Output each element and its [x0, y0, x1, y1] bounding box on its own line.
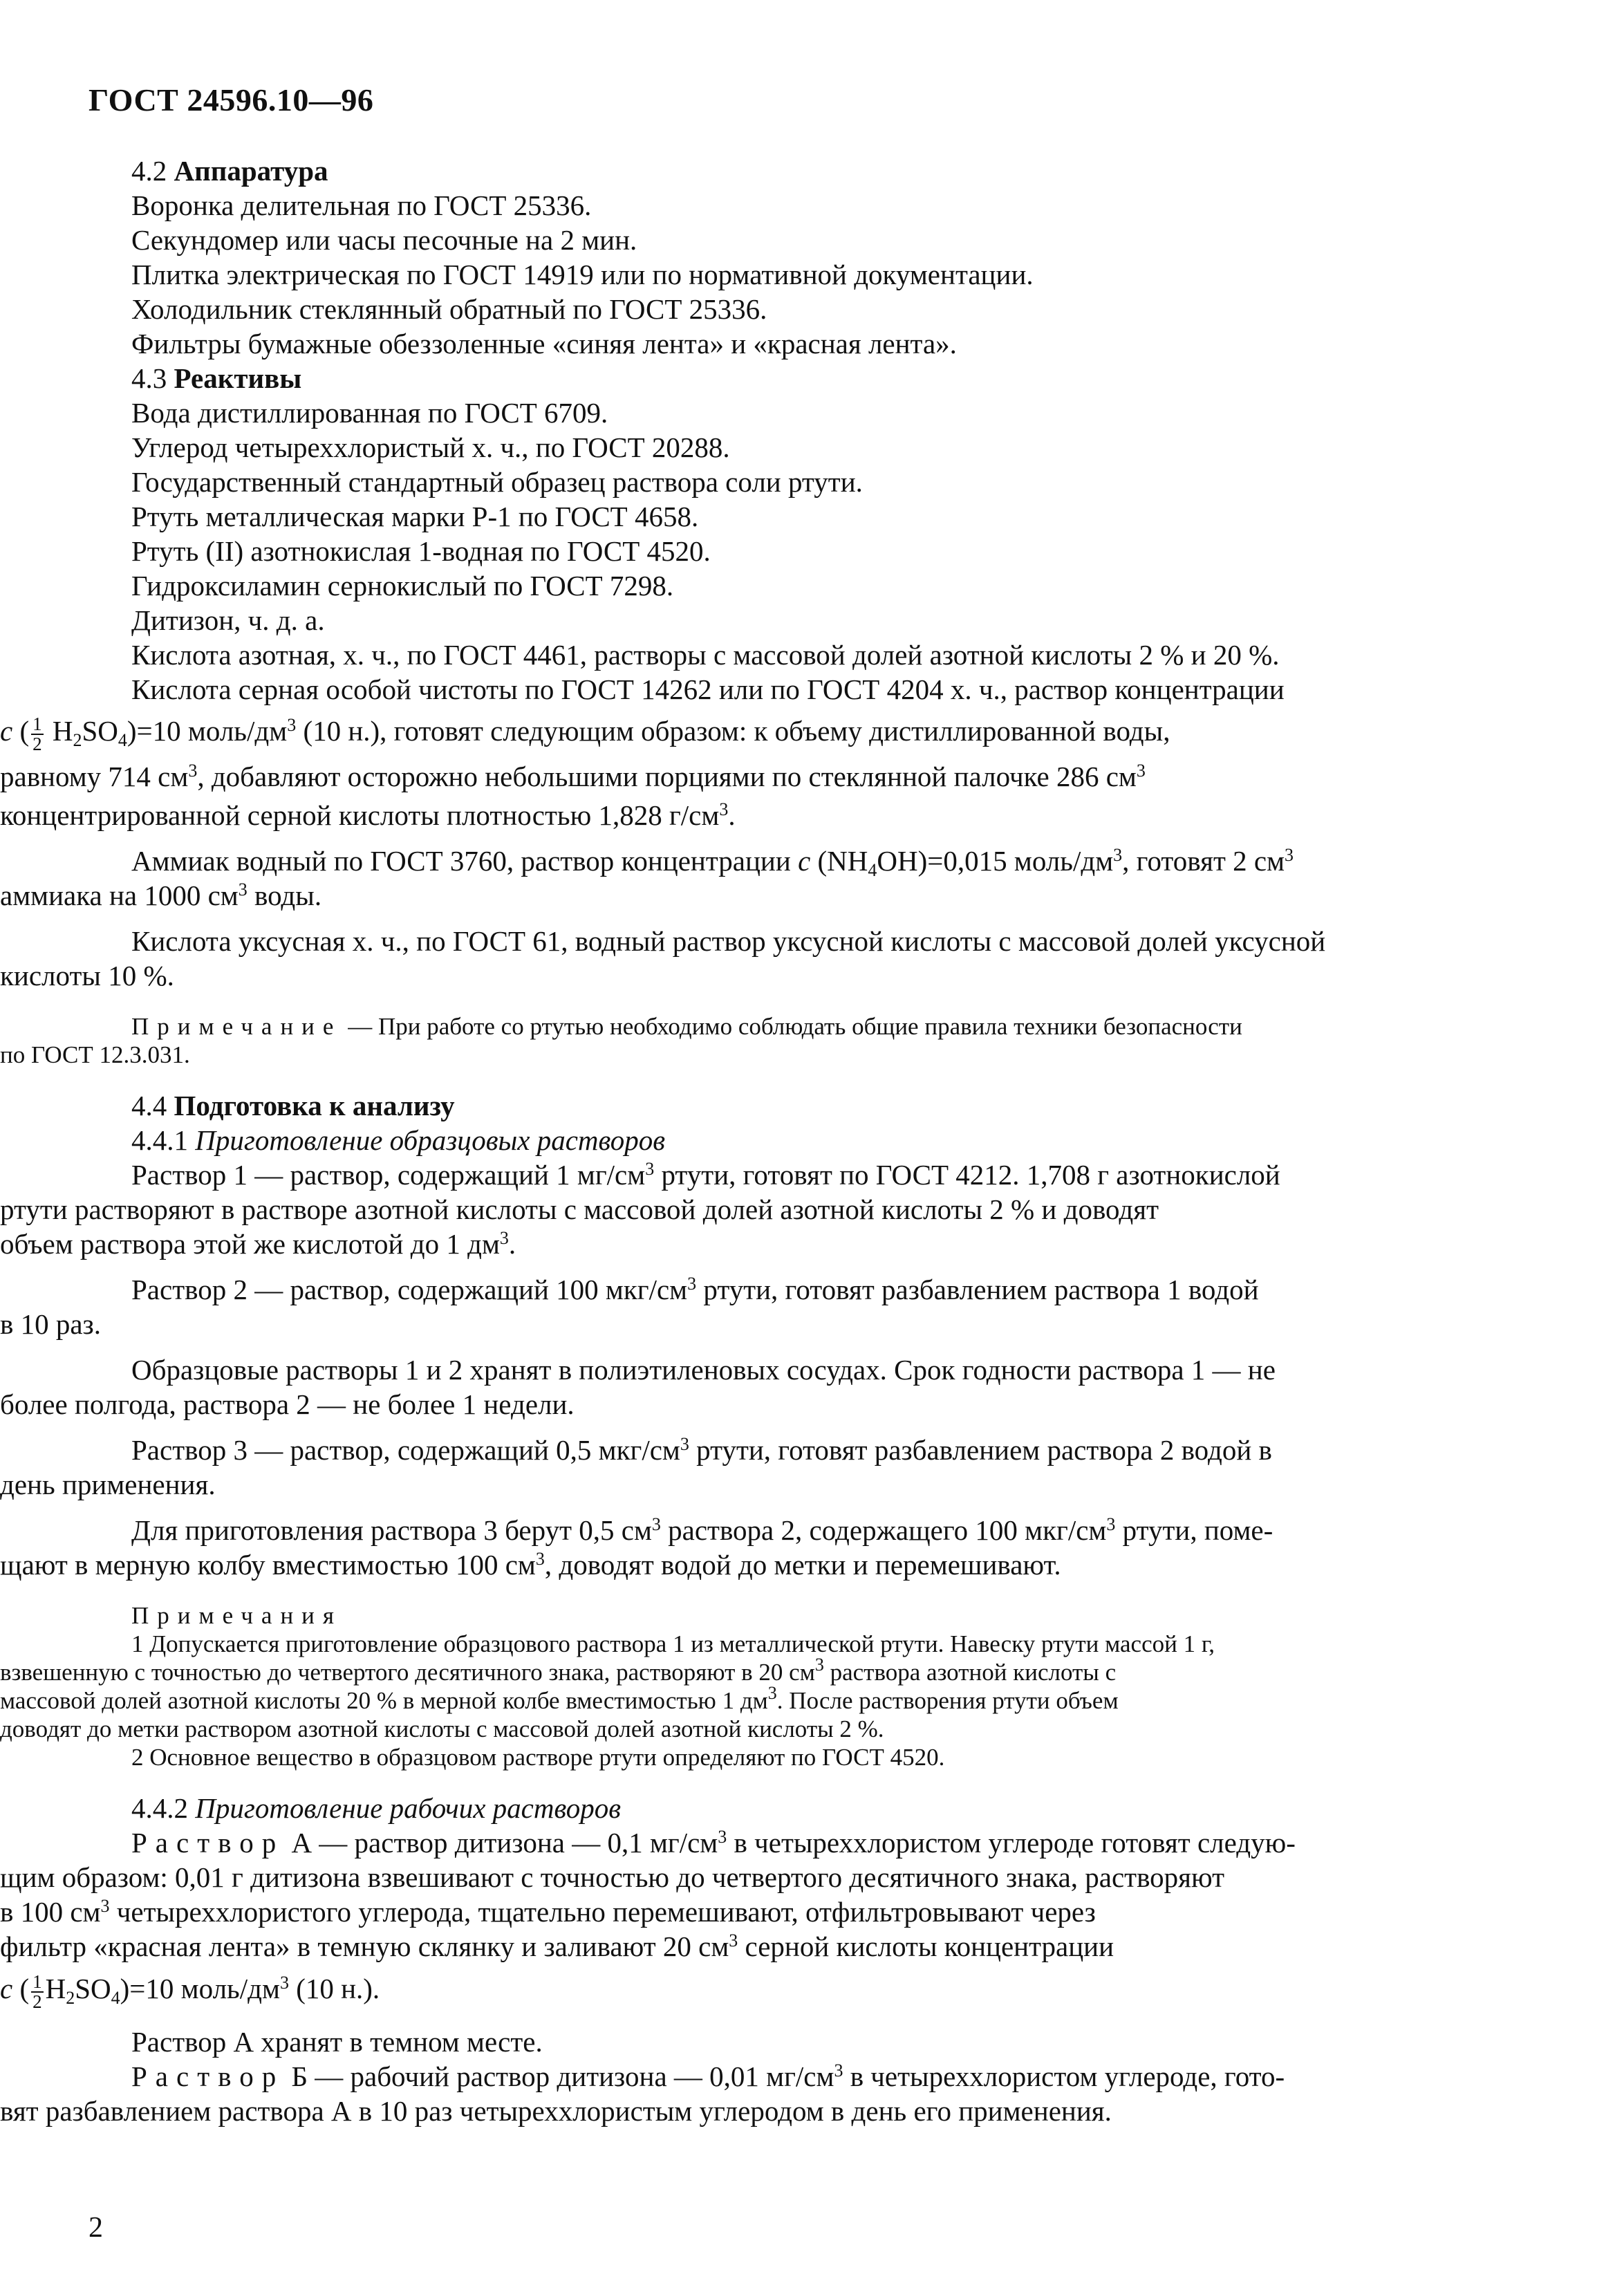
text-line [0, 1655, 1476, 1686]
section-number: 4.4.1 [131, 1124, 188, 1156]
text: Раствор 2 — раствор, содержащий 100 мкг/см [131, 1274, 688, 1305]
text: серной кислоты концентрации [738, 1930, 1114, 1962]
text: воды. [247, 879, 322, 911]
paragraph-solution-b [0, 2059, 1476, 2128]
text: ртути, готовят разбавлением раствора 1 водой [696, 1274, 1259, 1305]
section-title: Приготовление рабочих растворов [195, 1792, 622, 1824]
text-line [131, 1272, 1476, 1307]
text-line [131, 844, 1476, 878]
paragraph-solution-3 [0, 1433, 1476, 1502]
text: Раствор 1 — раствор, содержащий 1 мг/см [131, 1159, 646, 1191]
fraction-numerator: 1 [32, 1971, 42, 1992]
section-number: 4.3 [131, 362, 167, 394]
superscript: 3 [834, 2060, 843, 2080]
subscript: 4 [118, 730, 127, 750]
section-4-2-heading [131, 153, 1476, 188]
text: (10 н.). [288, 1973, 380, 2004]
text-line: c ( $\frac{1}{2}$ $H_2SO_4)=10$ моль/$дм^3$ (10 н.), готовят следующим образом: к объему дистиллированной воды, [0, 713, 1170, 754]
paragraph-sulfuric-acid [0, 672, 1476, 832]
solution-label: Раствор [131, 2060, 285, 2092]
list-item: Дитизон, ч. д. а. [131, 604, 325, 636]
superscript: 3 [680, 1434, 689, 1454]
note-label: Примечание [131, 1013, 342, 1040]
paragraph-preparation-3 [0, 1513, 1476, 1582]
text: Для приготовления раствора 3 берут 0,5 см [131, 1514, 652, 1546]
document-header: ГОСТ 24596.10—96 [88, 82, 374, 118]
subscript: 2 [73, 730, 82, 750]
text-line: по ГОСТ 12.3.031. [0, 1041, 190, 1068]
text: ртути, готовят по ГОСТ 4212. 1,708 г азотнокислой [654, 1159, 1280, 1191]
text-line [0, 1929, 1476, 1964]
section-4-4-1-heading [131, 1123, 1476, 1157]
text: аммиака на 1000 см [0, 879, 239, 911]
formula-symbol: c [0, 715, 13, 747]
text: OH)=0,015 моль/дм [877, 845, 1114, 877]
superscript: 3 [1285, 845, 1294, 865]
notes-label: Примечания [131, 1602, 343, 1629]
text: Б — рабочий раствор дитизона — 0,01 мг/см [284, 2060, 834, 2092]
superscript: 3 [287, 715, 297, 735]
section-number: 4.2 [131, 155, 167, 187]
list-item: Ртуть (II) азотнокислая 1-водная по ГОСТ 4520. [131, 535, 711, 567]
text: в четыреххлористом углероде, гото- [843, 2060, 1285, 2092]
paragraph-storage [0, 1352, 1476, 1422]
superscript: 3 [729, 1930, 738, 1951]
section-title: Реактивы [174, 362, 302, 394]
text: , доводят водой до метки и перемешивают. [544, 1549, 1061, 1581]
superscript: 3 [718, 1827, 727, 1847]
section-4-4-heading [131, 1088, 1476, 1123]
text: . После растворения ртути объем [776, 1687, 1119, 1714]
text-line: в 10 раз. [0, 1308, 102, 1340]
superscript: 3 [651, 1514, 661, 1534]
subscript: 4 [111, 1988, 120, 2008]
text: )=10 моль/дм [120, 1973, 280, 2004]
text-line [131, 1012, 1476, 1041]
list-item: Фильтры бумажные обеззоленные «синяя лента» и «красная лента». [131, 328, 957, 360]
text: массовой долей азотной кислоты 20 % в мерной колбе вместимостью 1 дм [0, 1687, 768, 1714]
text: Раствор 3 — раствор, содержащий 0,5 мкг/см [131, 1434, 680, 1466]
text-line: 1 Допускается приготовление образцового раствора 1 из металлической ртути. Навеску ртути массой 1 г, [131, 1630, 1215, 1657]
text: фильтр «красная лента» в темную склянку и заливают 20 см [0, 1930, 729, 1962]
text-line: доводят до метки раствором азотной кислоты с массовой долей азотной кислоты 2 %. [0, 1715, 884, 1742]
list-item: Ртуть металлическая марки Р-1 по ГОСТ 4658. [131, 501, 699, 532]
text: раствора азотной кислоты с [823, 1659, 1117, 1686]
text-line [131, 2059, 1476, 2094]
list-item: Холодильник стеклянный обратный по ГОСТ 25336. [131, 293, 767, 325]
text: объем раствора этой же кислотой до 1 дм [0, 1228, 500, 1260]
text-line: щим образом: 0,01 г дитизона взвешивают с точностью до четвертого десятичного знака, растворяют [0, 1861, 1225, 1893]
text-line [0, 1547, 1476, 1582]
section-title: Аппаратура [174, 155, 328, 187]
text-line [131, 1157, 1476, 1192]
formula-symbol: c [798, 845, 811, 877]
paragraph-solution-1 [0, 1157, 1476, 1261]
text-line: более полгода, раствора 2 — не более 1 недели. [0, 1388, 575, 1420]
superscript: 3 [188, 761, 198, 781]
text-line: c ( $\frac{1}{2}$ $H_2SO_4)=10$ моль/$дм^3$ (10 н.). [0, 1971, 380, 2012]
text: , готовят 2 см [1122, 845, 1285, 877]
text: , добавляют осторожно небольшими порциями по стеклянной палочке 286 см [197, 761, 1137, 792]
note-safety [0, 1012, 1476, 1069]
list-item: Плитка электрическая по ГОСТ 14919 или по нормативной документации. [131, 259, 1034, 290]
solution-label: Раствор [131, 1827, 285, 1859]
list-item: Кислота азотная, х. ч., по ГОСТ 4461, растворы с массовой долей азотной кислоты 2 % и 20 %. [131, 639, 1280, 671]
text: щают в мерную колбу вместимостью 100 см [0, 1549, 536, 1581]
section-title: Приготовление образцовых растворов [195, 1124, 666, 1156]
text-line: кислоты 10 %. [0, 960, 174, 992]
text: — При работе со ртутью необходимо соблюдать общие правила техники безопасности [342, 1013, 1242, 1040]
superscript: 3 [1136, 761, 1146, 781]
text: . [728, 799, 736, 831]
formula-text: SO [82, 715, 118, 747]
section-number: 4.4 [131, 1090, 167, 1121]
list-item: Вода дистиллированная по ГОСТ 6709. [131, 397, 608, 429]
subscript: 2 [66, 1988, 75, 2008]
text: четыреххлористого углерода, тщательно перемешивают, отфильтровывают через [109, 1896, 1096, 1928]
paragraph-ammonia [0, 844, 1476, 913]
text: А — раствор дитизона — 0,1 мг/см [284, 1827, 718, 1859]
list-item: Гидроксиламин сернокислый по ГОСТ 7298. [131, 570, 674, 602]
text: равному 714 см [0, 761, 189, 792]
paragraph-acetic-acid [0, 924, 1476, 993]
fraction-numerator: 1 [32, 713, 42, 734]
section-4-4-2-heading [131, 1791, 1476, 1825]
text-line: 2 Основное вещество в образцовом растворе ртути определяют по ГОСТ 4520. [131, 1744, 945, 1771]
text-line [131, 1513, 1476, 1547]
text-line [0, 1895, 1476, 1929]
formula-text: H [52, 715, 73, 747]
paragraph-solution-a [0, 1825, 1476, 2013]
list-item: Углерод четыреххлористый х. ч., по ГОСТ 20288. [131, 431, 730, 463]
text: (NH [810, 845, 868, 877]
text: . [508, 1228, 516, 1260]
text-line [0, 1227, 1476, 1261]
text: (10 н.), готовят следующим образом: к объему дистиллированной воды, [296, 715, 1170, 747]
text-line: Кислота серная особой чистоты по ГОСТ 14262 или по ГОСТ 4204 х. ч., раствор концентрации [131, 673, 1285, 705]
text-line [0, 798, 1476, 832]
fraction [31, 715, 44, 754]
document-body [0, 153, 1476, 2128]
superscript: 3 [687, 1274, 697, 1294]
superscript: 3 [1113, 845, 1123, 865]
subscript: 4 [868, 860, 877, 880]
superscript: 3 [767, 1683, 777, 1703]
superscript: 3 [238, 879, 248, 900]
superscript: 3 [814, 1655, 824, 1675]
fraction-denominator: 2 [32, 733, 42, 754]
text-line [0, 755, 1476, 798]
text: в четыреххлористом углероде готовят следую- [727, 1827, 1296, 1859]
list-item: Государственный стандартный образец раствора соли ртути. [131, 466, 863, 498]
text: раствора 2, содержащего 100 мкг/см [660, 1514, 1107, 1546]
superscript: 3 [1106, 1514, 1116, 1534]
text: взвешенную с точностью до четвертого десятичного знака, растворяют в 20 см [0, 1659, 815, 1686]
fraction-denominator: 2 [32, 1991, 42, 2012]
section-title: Подготовка к анализу [174, 1090, 455, 1121]
superscript: 3 [279, 1973, 289, 1993]
list-item: Воронка делительная по ГОСТ 25336. [131, 189, 592, 221]
list-item: Секундомер или часы песочные на 2 мин. [131, 224, 637, 256]
text: концентрированной серной кислоты плотностью 1,828 г/см [0, 799, 720, 831]
text-line [0, 1683, 1476, 1715]
formula-text: SO [75, 1973, 111, 2004]
superscript: 3 [535, 1549, 545, 1569]
superscript: 3 [645, 1159, 655, 1179]
superscript: 3 [100, 1896, 110, 1916]
text: ртути, готовят разбавлением раствора 2 водой в [689, 1434, 1272, 1466]
text-line [131, 1433, 1476, 1467]
formula-text: H [45, 1973, 66, 2004]
notes-block [0, 1601, 1476, 1771]
text-line [131, 1825, 1476, 1860]
text: в 100 см [0, 1896, 101, 1928]
superscript: 3 [499, 1228, 509, 1248]
section-number: 4.4.2 [131, 1792, 188, 1824]
section-4-3-heading [131, 361, 1476, 395]
paragraph-storage-a: Раствор А хранят в темном месте. [131, 2026, 543, 2058]
paragraph-solution-2 [0, 1272, 1476, 1341]
text-line: ртути растворяют в растворе азотной кислоты с массовой долей азотной кислоты 2 % и доводят [0, 1193, 1159, 1225]
text-line: Кислота уксусная х. ч., по ГОСТ 61, водный раствор уксусной кислоты с массовой долей уксусной [131, 925, 1326, 957]
text: Аммиак водный по ГОСТ 3760, раствор концентрации [131, 845, 799, 877]
text-line: день применения. [0, 1469, 216, 1500]
fraction [31, 1973, 44, 2011]
formula-symbol: c [0, 1973, 13, 2004]
text: ртути, поме- [1115, 1514, 1273, 1546]
page-number: 2 [88, 2212, 103, 2244]
text-line [0, 878, 1476, 913]
text-line: Образцовые растворы 1 и 2 хранят в полиэтиленовых сосудах. Срок годности раствора 1 — не [131, 1354, 1276, 1386]
text-line: вят разбавлением раствора А в 10 раз четыреххлористым углеродом в день его применения. [0, 2095, 1112, 2127]
text: )=10 моль/дм [127, 715, 288, 747]
superscript: 3 [719, 799, 729, 819]
